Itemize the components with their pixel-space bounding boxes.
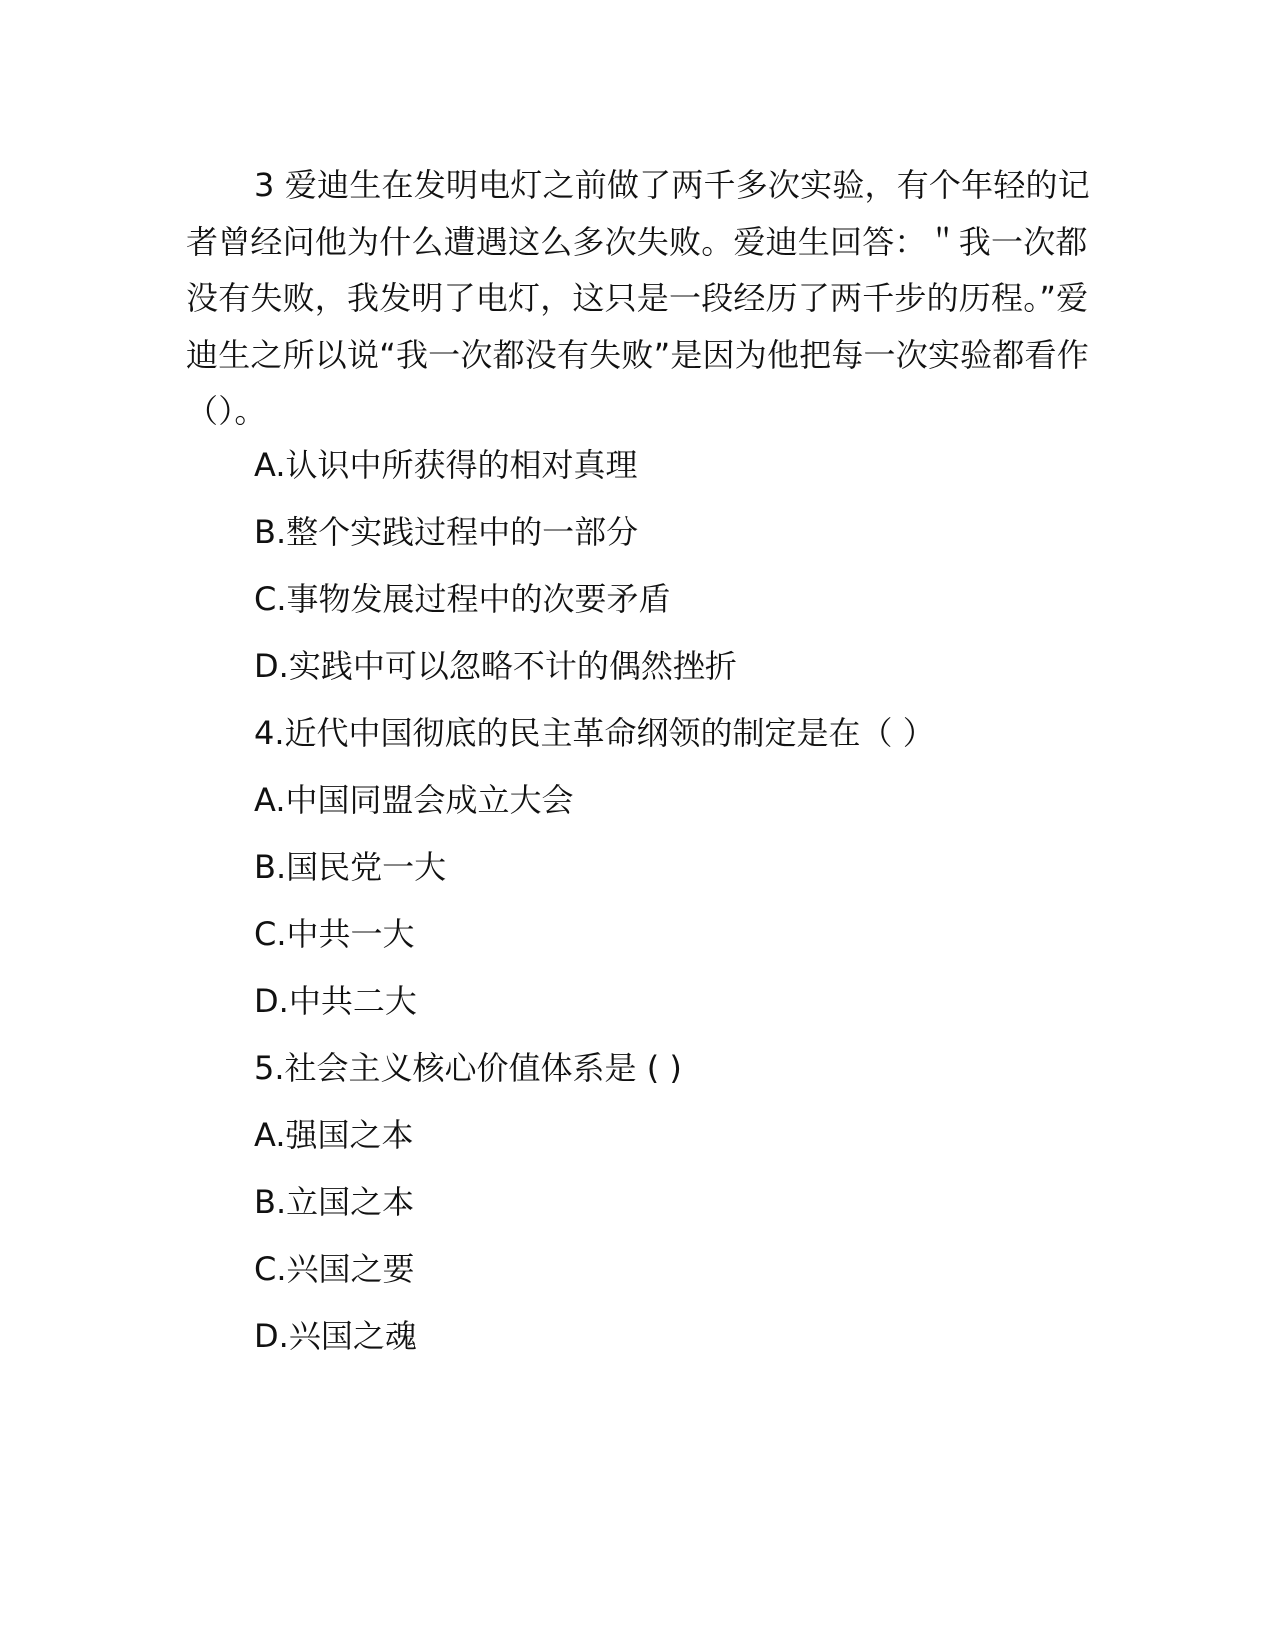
question-3-stem: 3 爱迪生在发明电灯之前做了两千多次实验，有个年轻的记者曾经问他为什么遭遇这么多次失败。爱迪生回答：＂我一次都没有失败，我发明了电灯，这只是一段经历了两千步的历程。”爱迪生之所以说“我一次都没有失败”是因为他把每一次实验都看作（）。 (186, 166, 1090, 430)
question-4-option-b: B.国民党一大 (254, 848, 447, 886)
question-4-option-d: D.中共二大 (254, 982, 417, 1020)
question-3-option-d: D.实践中可以忽略不计的偶然挫折 (254, 647, 737, 685)
question-5-option-a: A.强国之本 (254, 1116, 414, 1154)
question-3-option-b: B.整个实践过程中的一部分 (254, 513, 639, 551)
question-4-option-c: C.中共一大 (254, 915, 415, 953)
question-4-option-a: A.中国同盟会成立大会 (254, 781, 574, 819)
question-5-option-d: D.兴国之魂 (254, 1317, 417, 1355)
question-3-option-c: C.事物发展过程中的次要矛盾 (254, 580, 671, 618)
question-3-option-a: A.认识中所获得的相对真理 (254, 446, 638, 484)
question-4-stem: 4.近代中国彻底的民主革命纲领的制定是在（ ） (254, 714, 935, 752)
question-5-stem: 5.社会主义核心价值体系是 ( ) (254, 1049, 682, 1087)
question-5-option-c: C.兴国之要 (254, 1250, 415, 1288)
question-5-option-b: B.立国之本 (254, 1183, 415, 1221)
